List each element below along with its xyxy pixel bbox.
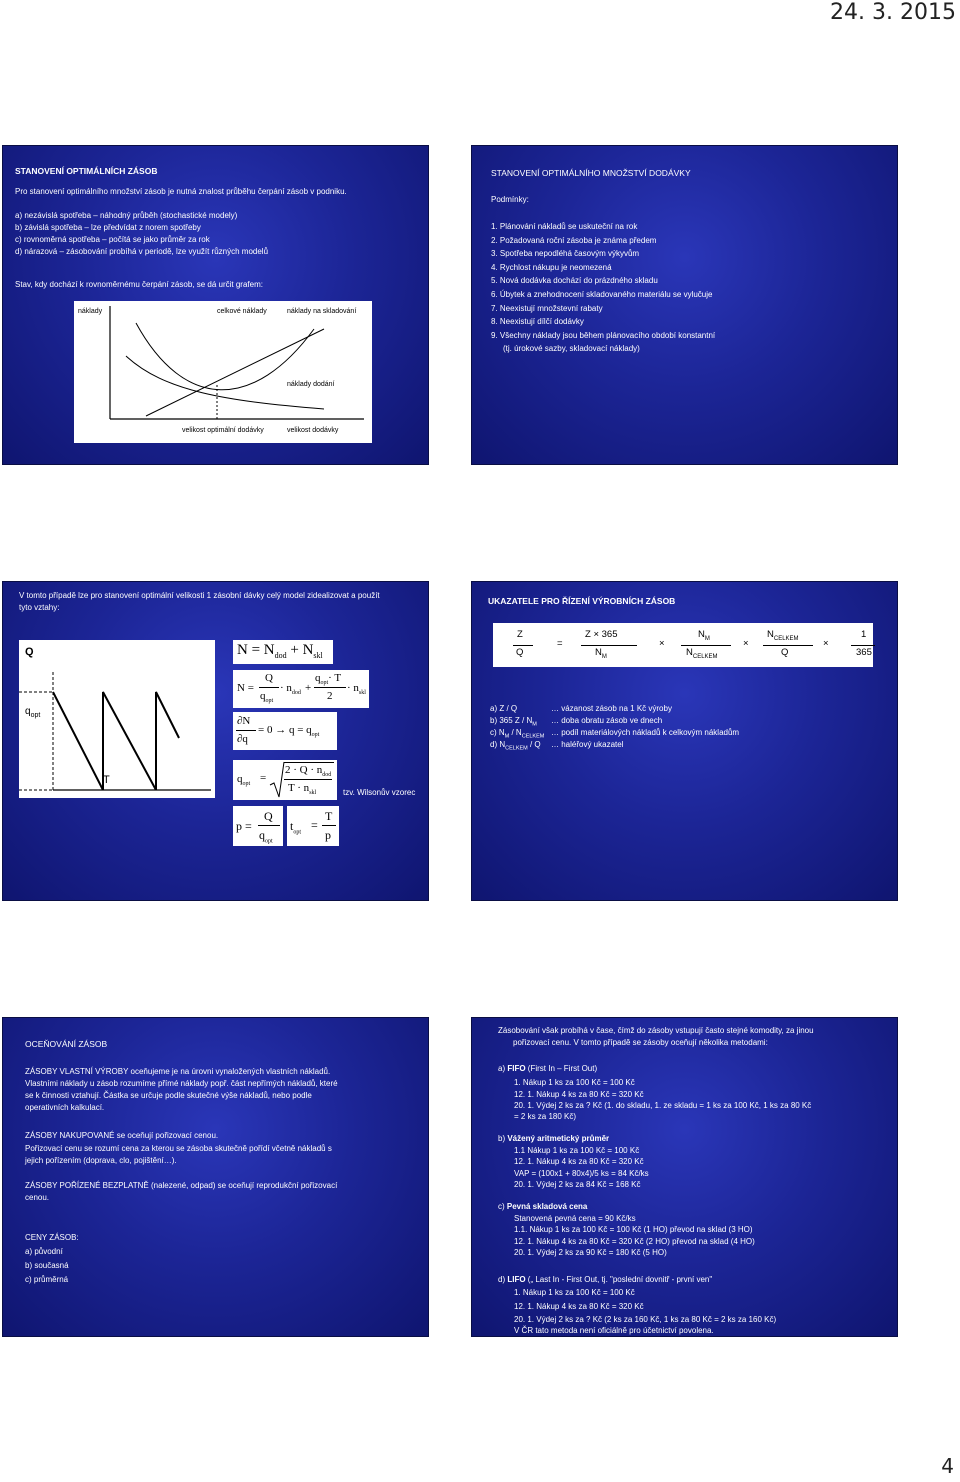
list-item: 5. Nová dodávka dochází do prázdného skladu [491, 276, 658, 285]
slide-valuation-methods [471, 1017, 898, 1337]
formula-derivative: ∂N ∂q = $0 \to q = q_{opt}$ [233, 712, 337, 750]
indicator-item: d) $N_{CELKEM}$ / Q [490, 740, 541, 752]
formula-wilson: $q_{opt}$ = $2 \cdot Q \cdot n_{dod}$ $T \cdot n_{skl}$ [233, 760, 337, 800]
list-item: a) nezávislá spotřeba – náhodný průběh (stochastické modely) [15, 211, 238, 220]
method-title-fixed-price: c) Pevná skladová cena [498, 1202, 588, 1211]
slide-title: UKAZATELE PRO ŘÍZENÍ VÝROBNÍCH ZÁSOB [488, 596, 676, 606]
slide-wilson-model [2, 581, 429, 901]
method-line: 12. 1. Nákup 4 ks za 80 Kč = 320 Kč [514, 1090, 644, 1099]
conditions-subtitle: Podmínky: [491, 195, 529, 204]
header-date: 24. 3. 2015 [830, 0, 956, 25]
stock-level-line [53, 692, 179, 790]
list-item: 4. Rychlost nákupu je neomezená [491, 263, 612, 272]
method-line: 1.1. Nákup 1 ks za 100 Kč = 100 Kč (1 HO) převod na sklad (3 HO) [514, 1225, 753, 1234]
wilson-label: tzv. Wilsonův vzorec [343, 788, 416, 797]
paragraph-line: Vlastními náklady u zásob rozumíme přímé náklady popř. část nepřímých nákladů, které [25, 1079, 338, 1088]
method-line: 20. 1. Výdej 2 ks za ? Kč (2 ks za 160 Kč, 1 ks za 80 Kč = 2 ks za 160 Kč) [514, 1315, 777, 1324]
slide-title: OCEŇOVÁNÍ ZÁSOB [25, 1039, 108, 1049]
storage-cost-label: náklady na skladování [287, 308, 357, 315]
total-cost-label: celkové náklady [217, 308, 267, 315]
list-item: 7. Neexistují množstevní rabaty [491, 304, 603, 313]
method-title-lifo: d) LIFO („ Last In - First Out, tj. "poslední dovnitř - první ven" [498, 1275, 713, 1284]
method-line: 12. 1. Nákup 4 ks za 80 Kč = 320 Kč [514, 1302, 644, 1311]
slide-intro: V tomto případě lze pro stanovení optimální velikosti 1 zásobní dávky celý model zidealizovat a použít [19, 591, 380, 600]
list-item: 1. Plánování nákladů se uskuteční na rok [491, 222, 638, 231]
cost-graph [74, 301, 372, 443]
indicator-formula: Z Q = Z × 365 $N_M$ × $N_M$ $N_{CELKEM}$ × $N_{CELKEM}$ Q × 1 365 [493, 623, 873, 667]
method-title-weighted-average: b) Vážený aritmetický průměr [498, 1134, 610, 1143]
indicator-item: c) $N_M / N_{CELKEM}$ [490, 728, 545, 740]
slide-intro: Pro stanovení optimálního množství zásob je nutná znalost průběhu čerpání zásob v podniku. [15, 187, 347, 196]
list-item: 6. Úbytek a znehodnocení skladovaného materiálu se vylučuje [491, 290, 713, 299]
method-line: 1. Nákup 1 ks za 100 Kč = 100 Kč [514, 1288, 635, 1297]
indicator-desc: … doba obratu zásob ve dnech [551, 716, 663, 725]
method-line: Stanovená pevná cena = 90 Kč/ks [514, 1214, 636, 1223]
list-item: b) současná [25, 1261, 69, 1270]
intro-line: pořizovací cenu. V tomto případě se zásoby oceňují několika metodami: [513, 1038, 768, 1047]
list-item: 9. Všechny náklady jsou během plánovacího období konstantní [491, 331, 716, 340]
indicator-item: b) 365 Z / $N_M$ [490, 716, 537, 728]
method-line: 1. Nákup 1 ks za 100 Kč = 100 Kč [514, 1078, 635, 1087]
paragraph-line: ZÁSOBY VLASTNÍ VÝROBY oceňujeme je na úrovni vynaložených vlastních nákladů. [25, 1067, 331, 1076]
method-line: VAP = (100x1 + 80x4)/5 ks = 84 Kč/ks [514, 1169, 649, 1178]
formula-p: p = Q $q_{opt}$ [233, 806, 283, 846]
paragraph-line: jejich pořízením (doprava, clo, pojištění…). [25, 1156, 177, 1165]
x-axis-label: velikost dodávky [287, 427, 339, 434]
optimal-delivery-label: velikost optimální dodávky [182, 427, 264, 434]
list-item: 2. Požadovaná roční zásoba je známa předem [491, 236, 657, 245]
method-line: 12. 1. Nákup 4 ks za 80 Kč = 320 Kč (2 HO) převod na sklad (4 HO) [514, 1237, 755, 1246]
sawtooth-chart [19, 640, 215, 798]
method-title-fifo: a) FIFO (First In – First Out) [498, 1064, 598, 1073]
slide-title: STANOVENÍ OPTIMÁLNÍCH ZÁSOB [15, 166, 158, 176]
qopt-label: $q_{opt}$ [25, 706, 41, 719]
graph-intro: Stav, kdy dochází k rovnoměrnému čerpání zásob, se dá určit grafem: [15, 280, 263, 289]
delivery-cost-label: náklady dodání [287, 381, 335, 388]
list-item: a) původní [25, 1247, 63, 1256]
list-item: b) závislá spotřeba – lze předvídat z norem spotřeby [15, 223, 201, 232]
indicator-item: a) Z / Q [490, 704, 518, 713]
slide-optimal-stock [2, 145, 429, 465]
y-top-label: Q [25, 646, 34, 658]
prices-title: CENY ZÁSOB: [25, 1233, 79, 1242]
indicator-desc: … vázanost zásob na 1 Kč výroby [551, 704, 672, 713]
method-line: = 2 ks za 180 Kč) [514, 1112, 577, 1121]
slide-stock-valuation [2, 1017, 429, 1337]
list-item: 3. Spotřeba nepodléhá časovým výkyvům [491, 249, 640, 258]
method-line: 1.1 Nákup 1 ks za 100 Kč = 100 Kč [514, 1146, 640, 1155]
indicator-desc: … haléřový ukazatel [551, 740, 624, 749]
intro-line: Zásobování však probíhá v čase, čímž do zásoby vstupují často stejné komodity, za jinou [498, 1026, 814, 1035]
list-item: d) nárazová – zásobování probíhá v periodě, lze využít různých modelů [15, 247, 269, 256]
indicator-desc: … podíl materiálových nákladů k celkovým nákladům [551, 728, 740, 737]
method-line: 12. 1. Nákup 4 ks za 80 Kč = 320 Kč [514, 1157, 644, 1166]
y-axis-label: náklady [78, 308, 103, 315]
formula-topt: $t_{opt}$ = T p [287, 806, 339, 846]
formula-total-cost: $N = N_{dod} + N_{skl}$ [233, 640, 333, 664]
t-label: T [103, 774, 110, 786]
page-number: 4 [941, 1454, 954, 1478]
sawtooth-svg [19, 640, 215, 798]
paragraph-line: ZÁSOBY NAKUPOVANÉ se oceňují pořizovací cenou. [25, 1131, 219, 1140]
method-line: 20. 1. Výdej 2 ks za 90 Kč = 180 Kč (5 HO) [514, 1248, 667, 1257]
slide-intro: tyto vztahy: [19, 603, 60, 612]
list-item: (tj. úrokové sazby, skladovací náklady) [503, 344, 640, 353]
cost-graph-svg [74, 301, 372, 443]
slide-optimal-delivery [471, 145, 898, 465]
paragraph-line: se k činnosti vztahují. Částka se určuje podle skutečné výše nákladů, nebo podle [25, 1091, 312, 1100]
sqrt-sign [269, 761, 285, 799]
paragraph-line: ZÁSOBY POŘÍZENÉ BEZPLATNĚ (nalezené, odpad) se oceňují reprodukční pořizovací [25, 1181, 338, 1190]
formula-cost-expanded: N = Q $q_{opt}$ · $n_{dod}$ + $q_{opt}\cdot T$ 2 · $n_{skl}$ [233, 670, 369, 708]
method-line: V ČR tato metoda není oficiálně pro účetnictví povolena. [514, 1326, 714, 1335]
list-item: c) průměrná [25, 1275, 69, 1284]
list-item: c) rovnoměrná spotřeba – počítá se jako průměr za rok [15, 235, 210, 244]
method-line: 20. 1. Výdej 2 ks za ? Kč (1. do skladu, 1. ze skladu = 1 ks za 100 Kč, 1 ks za 80 Kč [514, 1101, 812, 1110]
slide-title: STANOVENÍ OPTIMÁLNÍHO MNOŽSTVÍ DODÁVKY [491, 168, 691, 178]
storage-cost-line [146, 329, 324, 416]
list-item: 8. Neexistují dílčí dodávky [491, 317, 584, 326]
paragraph-line: Pořizovací cenu se rozumí cena za kterou se zásoba skutečně pořídí včetně nákladů s [25, 1144, 332, 1153]
method-line: 20. 1. Výdej 2 ks za 84 Kč = 168 Kč [514, 1180, 641, 1189]
paragraph-line: operativních kalkulací. [25, 1103, 105, 1112]
paragraph-line: cenou. [25, 1193, 50, 1202]
slide-stock-indicators [471, 581, 898, 901]
